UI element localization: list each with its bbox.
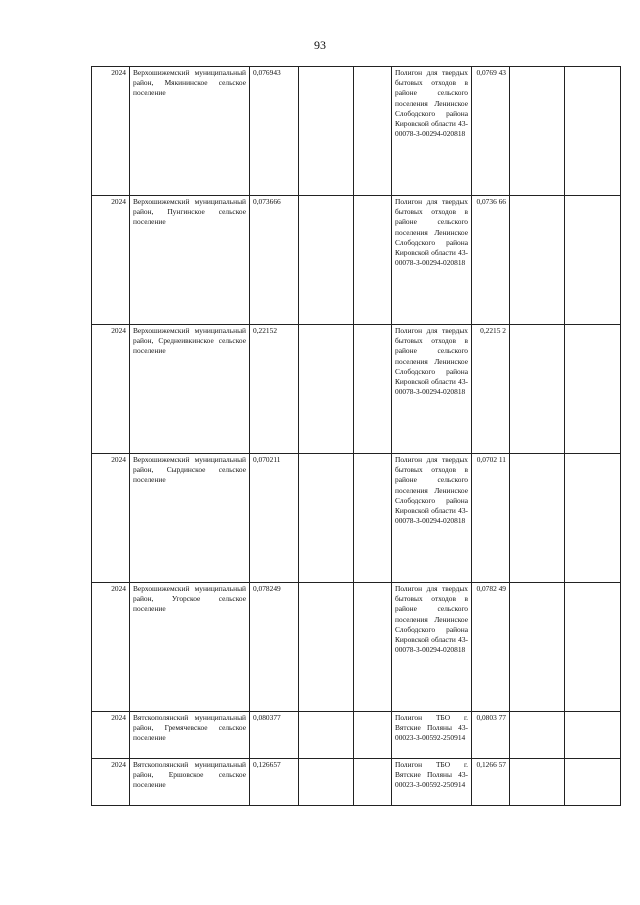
year-cell: 2024 [92, 196, 130, 325]
region-cell: Верхошижемский муниципальный район, Угорское сельское поселение [130, 583, 250, 712]
empty-cell [510, 583, 565, 712]
empty-cell [565, 67, 621, 196]
table-row [92, 196, 621, 325]
volume-cell: 0,076943 [250, 67, 299, 196]
region-cell: Вятскополянский муниципальный район, Гремячевское сельское поселение [130, 712, 250, 759]
empty-cell [299, 196, 354, 325]
empty-cell [565, 583, 621, 712]
year-cell: 2024 [92, 325, 130, 454]
empty-cell [565, 196, 621, 325]
year-cell: 2024 [92, 67, 130, 196]
empty-cell [565, 454, 621, 583]
facility-cell: Полигон для твердых бытовых отходов в районе сельского поселения Ленинское Слободского района Кировской области 43-00078-З-00294-020818 [392, 67, 472, 196]
empty-cell [299, 583, 354, 712]
table-row [92, 454, 621, 583]
empty-cell [510, 196, 565, 325]
volume-share-cell: 0,0782 49 [472, 583, 510, 712]
empty-cell [299, 67, 354, 196]
volume-share-cell: 0,0736 66 [472, 196, 510, 325]
volume-cell: 0,078249 [250, 583, 299, 712]
empty-cell [510, 454, 565, 583]
facility-cell: Полигон для твердых бытовых отходов в районе сельского поселения Ленинское Слободского района Кировской области 43-00078-З-00294-020818 [392, 325, 472, 454]
volume-cell: 0,070211 [250, 454, 299, 583]
region-cell: Верхошижемский муниципальный район, Мякининское сельское поселение [130, 67, 250, 196]
year-cell: 2024 [92, 583, 130, 712]
empty-cell [565, 759, 621, 806]
facility-cell: Полигон для твердых бытовых отходов в районе сельского поселения Ленинское Слободского района Кировской области 43-00078-З-00294-020818 [392, 454, 472, 583]
volume-share-cell: 0,1266 57 [472, 759, 510, 806]
region-cell: Верхошижемский муниципальный район, Среднеивкинское сельское поселение [130, 325, 250, 454]
empty-cell [354, 712, 392, 759]
volume-share-cell: 0,0702 11 [472, 454, 510, 583]
region-cell: Верхошижемский муниципальный район, Пунгинское сельское поселение [130, 196, 250, 325]
empty-cell [354, 325, 392, 454]
empty-cell [299, 325, 354, 454]
empty-cell [565, 325, 621, 454]
table-row [92, 712, 621, 759]
data-table [91, 66, 621, 806]
volume-cell: 0,22152 [250, 325, 299, 454]
volume-share-cell: 0,2215 2 [472, 325, 510, 454]
facility-cell: Полигон ТБО г. Вятские Поляны 43-00023-З-00592-250914 [392, 712, 472, 759]
empty-cell [565, 712, 621, 759]
empty-cell [299, 712, 354, 759]
table-row [92, 759, 621, 806]
empty-cell [354, 583, 392, 712]
volume-share-cell: 0,0803 77 [472, 712, 510, 759]
empty-cell [510, 67, 565, 196]
table-row [92, 67, 621, 196]
facility-cell: Полигон для твердых бытовых отходов в районе сельского поселения Ленинское Слободского района Кировской области 43-00078-З-00294-020818 [392, 583, 472, 712]
table-row [92, 325, 621, 454]
year-cell: 2024 [92, 759, 130, 806]
volume-cell: 0,073666 [250, 196, 299, 325]
empty-cell [299, 759, 354, 806]
page-number: 93 [314, 38, 326, 52]
volume-cell: 0,080377 [250, 712, 299, 759]
volume-cell: 0,126657 [250, 759, 299, 806]
volume-share-cell: 0,0769 43 [472, 67, 510, 196]
empty-cell [510, 712, 565, 759]
region-cell: Вятскополянский муниципальный район, Ершовское сельское поселение [130, 759, 250, 806]
empty-cell [354, 67, 392, 196]
empty-cell [354, 759, 392, 806]
year-cell: 2024 [92, 712, 130, 759]
region-cell: Верхошижемский муниципальный район, Сырдинское сельское поселение [130, 454, 250, 583]
empty-cell [510, 759, 565, 806]
facility-cell: Полигон ТБО г. Вятские Поляны 43-00023-З-00592-250914 [392, 759, 472, 806]
empty-cell [510, 325, 565, 454]
empty-cell [354, 196, 392, 325]
table-row [92, 583, 621, 712]
year-cell: 2024 [92, 454, 130, 583]
empty-cell [354, 454, 392, 583]
facility-cell: Полигон для твердых бытовых отходов в районе сельского поселения Ленинское Слободского района Кировской области 43-00078-З-00294-020818 [392, 196, 472, 325]
empty-cell [299, 454, 354, 583]
